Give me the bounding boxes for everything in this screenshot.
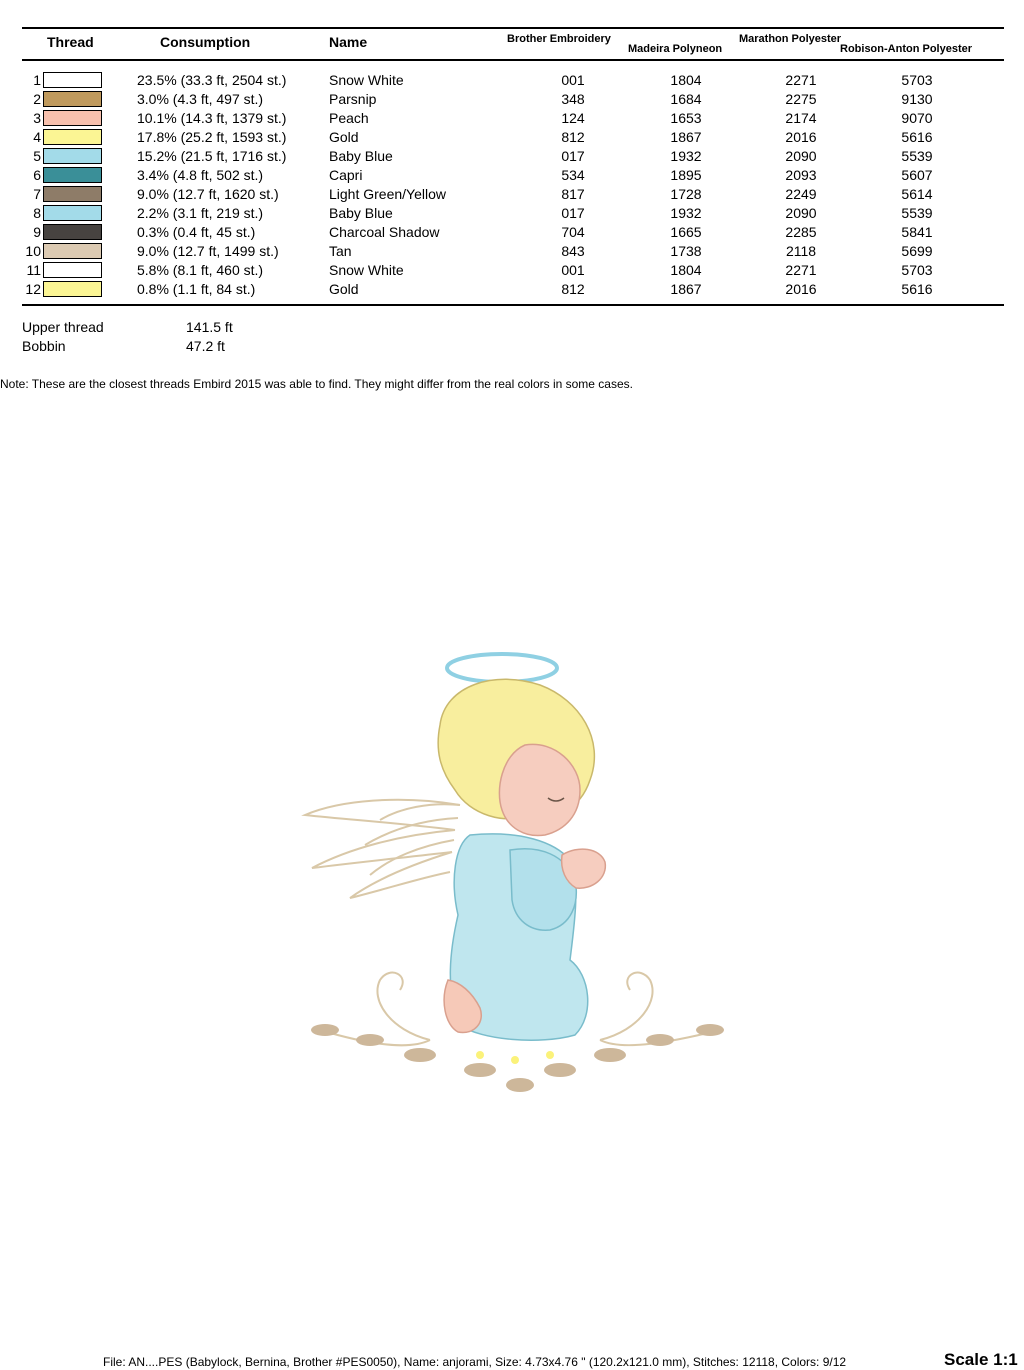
color-swatch [43, 148, 102, 164]
thread-number: 11 [26, 262, 41, 278]
madeira-code: 1665 [670, 224, 702, 240]
robison-code: 5841 [901, 224, 933, 240]
flower-buds [476, 1051, 554, 1064]
header-top-rule [22, 27, 1004, 29]
thread-consumption: 15.2% (21.5 ft, 1716 st.) [137, 148, 287, 164]
marathon-code: 2285 [785, 224, 817, 240]
madeira-code: 1867 [670, 281, 702, 297]
color-swatch [43, 186, 102, 202]
table-bottom-rule [22, 304, 1004, 306]
thread-number: 2 [33, 91, 41, 107]
madeira-code: 1653 [670, 110, 702, 126]
thread-consumption: 9.0% (12.7 ft, 1620 st.) [137, 186, 279, 202]
thread-name: Tan [329, 243, 352, 259]
thread-note: Note: These are the closest threads Embird 2015 was able to find. They might differ from the real colors in some cases. [0, 377, 633, 391]
madeira-code: 1867 [670, 129, 702, 145]
color-swatch [43, 224, 102, 240]
brother-code: 124 [561, 110, 585, 126]
header-consumption: Consumption [160, 34, 251, 50]
color-swatch [43, 110, 102, 126]
robison-code: 5703 [901, 262, 933, 278]
table-row [0, 147, 1024, 166]
thread-name: Parsnip [329, 91, 377, 107]
marathon-code: 2093 [785, 167, 817, 183]
marathon-code: 2016 [785, 281, 817, 297]
thread-name: Gold [329, 281, 359, 297]
madeira-code: 1738 [670, 243, 702, 259]
thread-number: 5 [33, 148, 41, 164]
madeira-code: 1684 [670, 91, 702, 107]
madeira-code: 1804 [670, 72, 702, 88]
header-brother: Brother Embroidery [507, 33, 611, 45]
color-swatch [43, 243, 102, 259]
thread-consumption: 3.0% (4.3 ft, 497 st.) [137, 91, 264, 107]
thread-number: 8 [33, 205, 41, 221]
madeira-code: 1804 [670, 262, 702, 278]
thread-name: Peach [329, 110, 369, 126]
marathon-code: 2249 [785, 186, 817, 202]
thread-consumption: 0.8% (1.1 ft, 84 st.) [137, 281, 256, 297]
robison-code: 5614 [901, 186, 933, 202]
halo [447, 654, 557, 682]
madeira-code: 1932 [670, 148, 702, 164]
upper-thread-value: 141.5 ft [186, 319, 233, 335]
thread-consumption: 10.1% (14.3 ft, 1379 st.) [137, 110, 287, 126]
table-row [0, 185, 1024, 204]
header-bottom-rule [22, 59, 1004, 61]
robison-code: 5616 [901, 281, 933, 297]
table-row [0, 280, 1024, 299]
table-row [0, 242, 1024, 261]
thread-number: 10 [25, 243, 41, 259]
thread-number: 12 [25, 281, 41, 297]
thread-number: 9 [33, 224, 41, 240]
thread-name: Baby Blue [329, 148, 393, 164]
thread-number: 4 [33, 129, 41, 145]
bobbin-value: 47.2 ft [186, 338, 225, 354]
color-swatch [43, 205, 102, 221]
thread-consumption: 17.8% (25.2 ft, 1593 st.) [137, 129, 287, 145]
thread-consumption: 3.4% (4.8 ft, 502 st.) [137, 167, 264, 183]
robison-code: 5616 [901, 129, 933, 145]
color-swatch [43, 167, 102, 183]
marathon-code: 2275 [785, 91, 817, 107]
madeira-code: 1895 [670, 167, 702, 183]
header-name: Name [329, 34, 368, 50]
brother-code: 001 [561, 72, 585, 88]
brother-code: 001 [561, 262, 585, 278]
upper-thread-label: Upper thread [22, 319, 104, 335]
thread-number: 7 [33, 186, 41, 202]
color-swatch [43, 72, 102, 88]
brother-code: 704 [561, 224, 585, 240]
thread-name: Snow White [329, 262, 404, 278]
robison-code: 5607 [901, 167, 933, 183]
header-madeira: Madeira Polyneon [628, 43, 723, 55]
header-robison: Robison-Anton Polyester [840, 43, 973, 55]
file-info: File: AN....PES (Babylock, Bernina, Brother #PES0050), Name: anjorami, Size: 4.73x4.76 " (120.2x121.0 mm), Stitches: 12118, Colors: 9/12 [103, 1355, 847, 1369]
brother-code: 817 [561, 186, 585, 202]
brother-code: 812 [561, 129, 585, 145]
brother-code: 017 [561, 205, 585, 221]
marathon-code: 2016 [785, 129, 817, 145]
thread-consumption: 0.3% (0.4 ft, 45 st.) [137, 224, 256, 240]
brother-code: 017 [561, 148, 585, 164]
table-row [0, 109, 1024, 128]
thread-consumption: 23.5% (33.3 ft, 2504 st.) [137, 72, 287, 88]
embroidery-design-preview [280, 630, 750, 1110]
brother-code: 534 [561, 167, 585, 183]
color-swatch [43, 91, 102, 107]
thread-name: Capri [329, 167, 363, 183]
thread-name: Light Green/Yellow [329, 186, 447, 202]
marathon-code: 2090 [785, 205, 817, 221]
thread-number: 6 [33, 167, 41, 183]
thread-name: Charcoal Shadow [329, 224, 440, 240]
robison-code: 5539 [901, 148, 933, 164]
thread-name: Gold [329, 129, 359, 145]
madeira-code: 1932 [670, 205, 702, 221]
thread-consumption: 5.8% (8.1 ft, 460 st.) [137, 262, 264, 278]
marathon-code: 2090 [785, 148, 817, 164]
table-row [0, 204, 1024, 223]
table-row [0, 71, 1024, 90]
color-swatch [43, 262, 102, 278]
scale-label: Scale 1:1 [944, 1350, 1018, 1369]
wings [305, 800, 460, 898]
brother-code: 843 [561, 243, 585, 259]
bobbin-label: Bobbin [22, 338, 66, 354]
marathon-code: 2271 [785, 72, 817, 88]
madeira-code: 1728 [670, 186, 702, 202]
robison-code: 9130 [901, 91, 933, 107]
thread-number: 1 [33, 72, 41, 88]
thread-number: 3 [33, 110, 41, 126]
robison-code: 5699 [901, 243, 933, 259]
thread-name: Snow White [329, 72, 404, 88]
table-row [0, 261, 1024, 280]
robison-code: 9070 [901, 110, 933, 126]
color-swatch [43, 129, 102, 145]
header-thread: Thread [47, 34, 94, 50]
thread-name: Baby Blue [329, 205, 393, 221]
robison-code: 5539 [901, 205, 933, 221]
thread-consumption: 2.2% (3.1 ft, 219 st.) [137, 205, 264, 221]
table-row [0, 166, 1024, 185]
color-swatch [43, 281, 102, 297]
robison-code: 5703 [901, 72, 933, 88]
table-row [0, 90, 1024, 109]
marathon-code: 2118 [785, 243, 817, 259]
marathon-code: 2271 [785, 262, 817, 278]
table-row [0, 128, 1024, 147]
thread-consumption: 9.0% (12.7 ft, 1499 st.) [137, 243, 279, 259]
table-row [0, 223, 1024, 242]
brother-code: 812 [561, 281, 585, 297]
brother-code: 348 [561, 91, 585, 107]
header-marathon: Marathon Polyester [739, 33, 842, 45]
marathon-code: 2174 [785, 110, 817, 126]
